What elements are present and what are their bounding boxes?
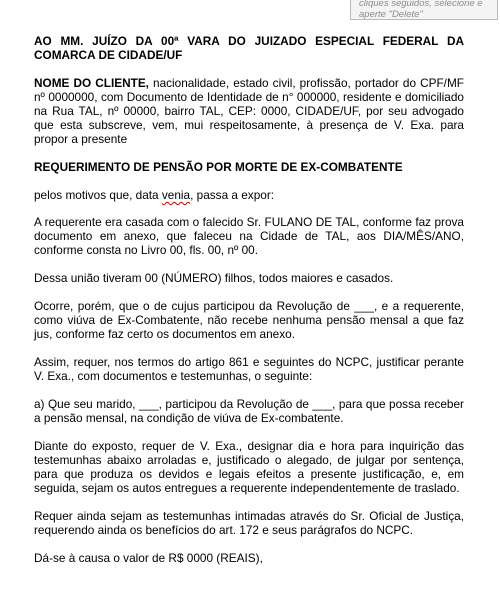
client-intro-text: nacionalidade, estado civil, profissão, portador do CPF/MF nº 0000000, com Documento de Identidade de n° 000000, residente e domiciliado na Rua TAL, nº 00000, bairro TAL, CEP: 0000, CIDADE/UF, por seu advogado que esta subscreve, vem, mui respeitosamente, à presença de V. Exa. para propor a presente bbox=[34, 76, 464, 146]
paragraph-item-a: a) Que seu marido, ___, participou da Revolução de ___, para que possa receber a pensão mensal, na condição de viúva de Ex-combatente. bbox=[34, 397, 464, 425]
motivos-after: , passa a expor: bbox=[190, 188, 275, 202]
paragraph-revolution: Ocorre, porém, que o de cujus participou da Revolução de ___, e a requerente, como viúva de Ex-Combatente, não recebe nenhuma pensão mensal a que faz jus, conforme faz certo os documentos em anexo. bbox=[34, 299, 464, 341]
paragraph-children: Dessa união tiveram 00 (NÚMERO) filhos, todos maiores e casados. bbox=[34, 271, 394, 285]
tooltip-line-2: aperte "Delete" bbox=[359, 9, 423, 20]
court-header: AO MM. JUÍZO DA 00ª VARA DO JUIZADO ESPECIAL FEDERAL DA COMARCA DE CIDADE/UF bbox=[34, 34, 464, 62]
paragraph-witnesses: Requer ainda sejam as testemunhas intimadas através do Sr. Oficial de Justiça, requerendo ainda os benefícios do art. 172 e seus parágrafos do NCPC. bbox=[34, 509, 464, 537]
document-body bbox=[34, 34, 464, 565]
motivos-before: pelos motivos que, data bbox=[34, 188, 162, 202]
motivos-paragraph bbox=[34, 188, 464, 202]
client-name: NOME DO CLIENTE, bbox=[34, 76, 149, 90]
petition-title: REQUERIMENTO DE PENSÃO POR MORTE DE EX-COMBATENTE bbox=[34, 160, 403, 174]
paragraph-marriage: A requerente era casada com o falecido Sr. FULANO DE TAL, conforme faz prova documento em anexo, que faleceu na Cidade de TAL, aos DIA/MÊS/ANO, conforme consta no Livro 00, fls. 00, nº 00. bbox=[34, 215, 464, 257]
tooltip-line-1: cliques seguidos, selecione e bbox=[359, 0, 483, 9]
paragraph-request: Assim, requer, nos termos do artigo 861 e seguintes do NCPC, justificar perante V. Exa., com documentos e testemunhas, o seguinte: bbox=[34, 355, 464, 383]
help-tooltip bbox=[350, 0, 498, 20]
paragraph-conclusion: Diante do exposto, requer de V. Exa., designar dia e hora para inquirição das testemunhas abaixo arroladas e, justificado o alegado, de julgar por sentença, para que produza os devidos e legais efeitos a presente justificação, e, em seguida, sejam os autos entregues a requerente independentemente de traslado. bbox=[34, 439, 464, 495]
client-qualification-paragraph bbox=[34, 76, 464, 146]
paragraph-case-value: Dá-se à causa o valor de R$ 0000 (REAIS), bbox=[34, 551, 263, 565]
spellcheck-flagged-word: venia bbox=[161, 188, 191, 202]
